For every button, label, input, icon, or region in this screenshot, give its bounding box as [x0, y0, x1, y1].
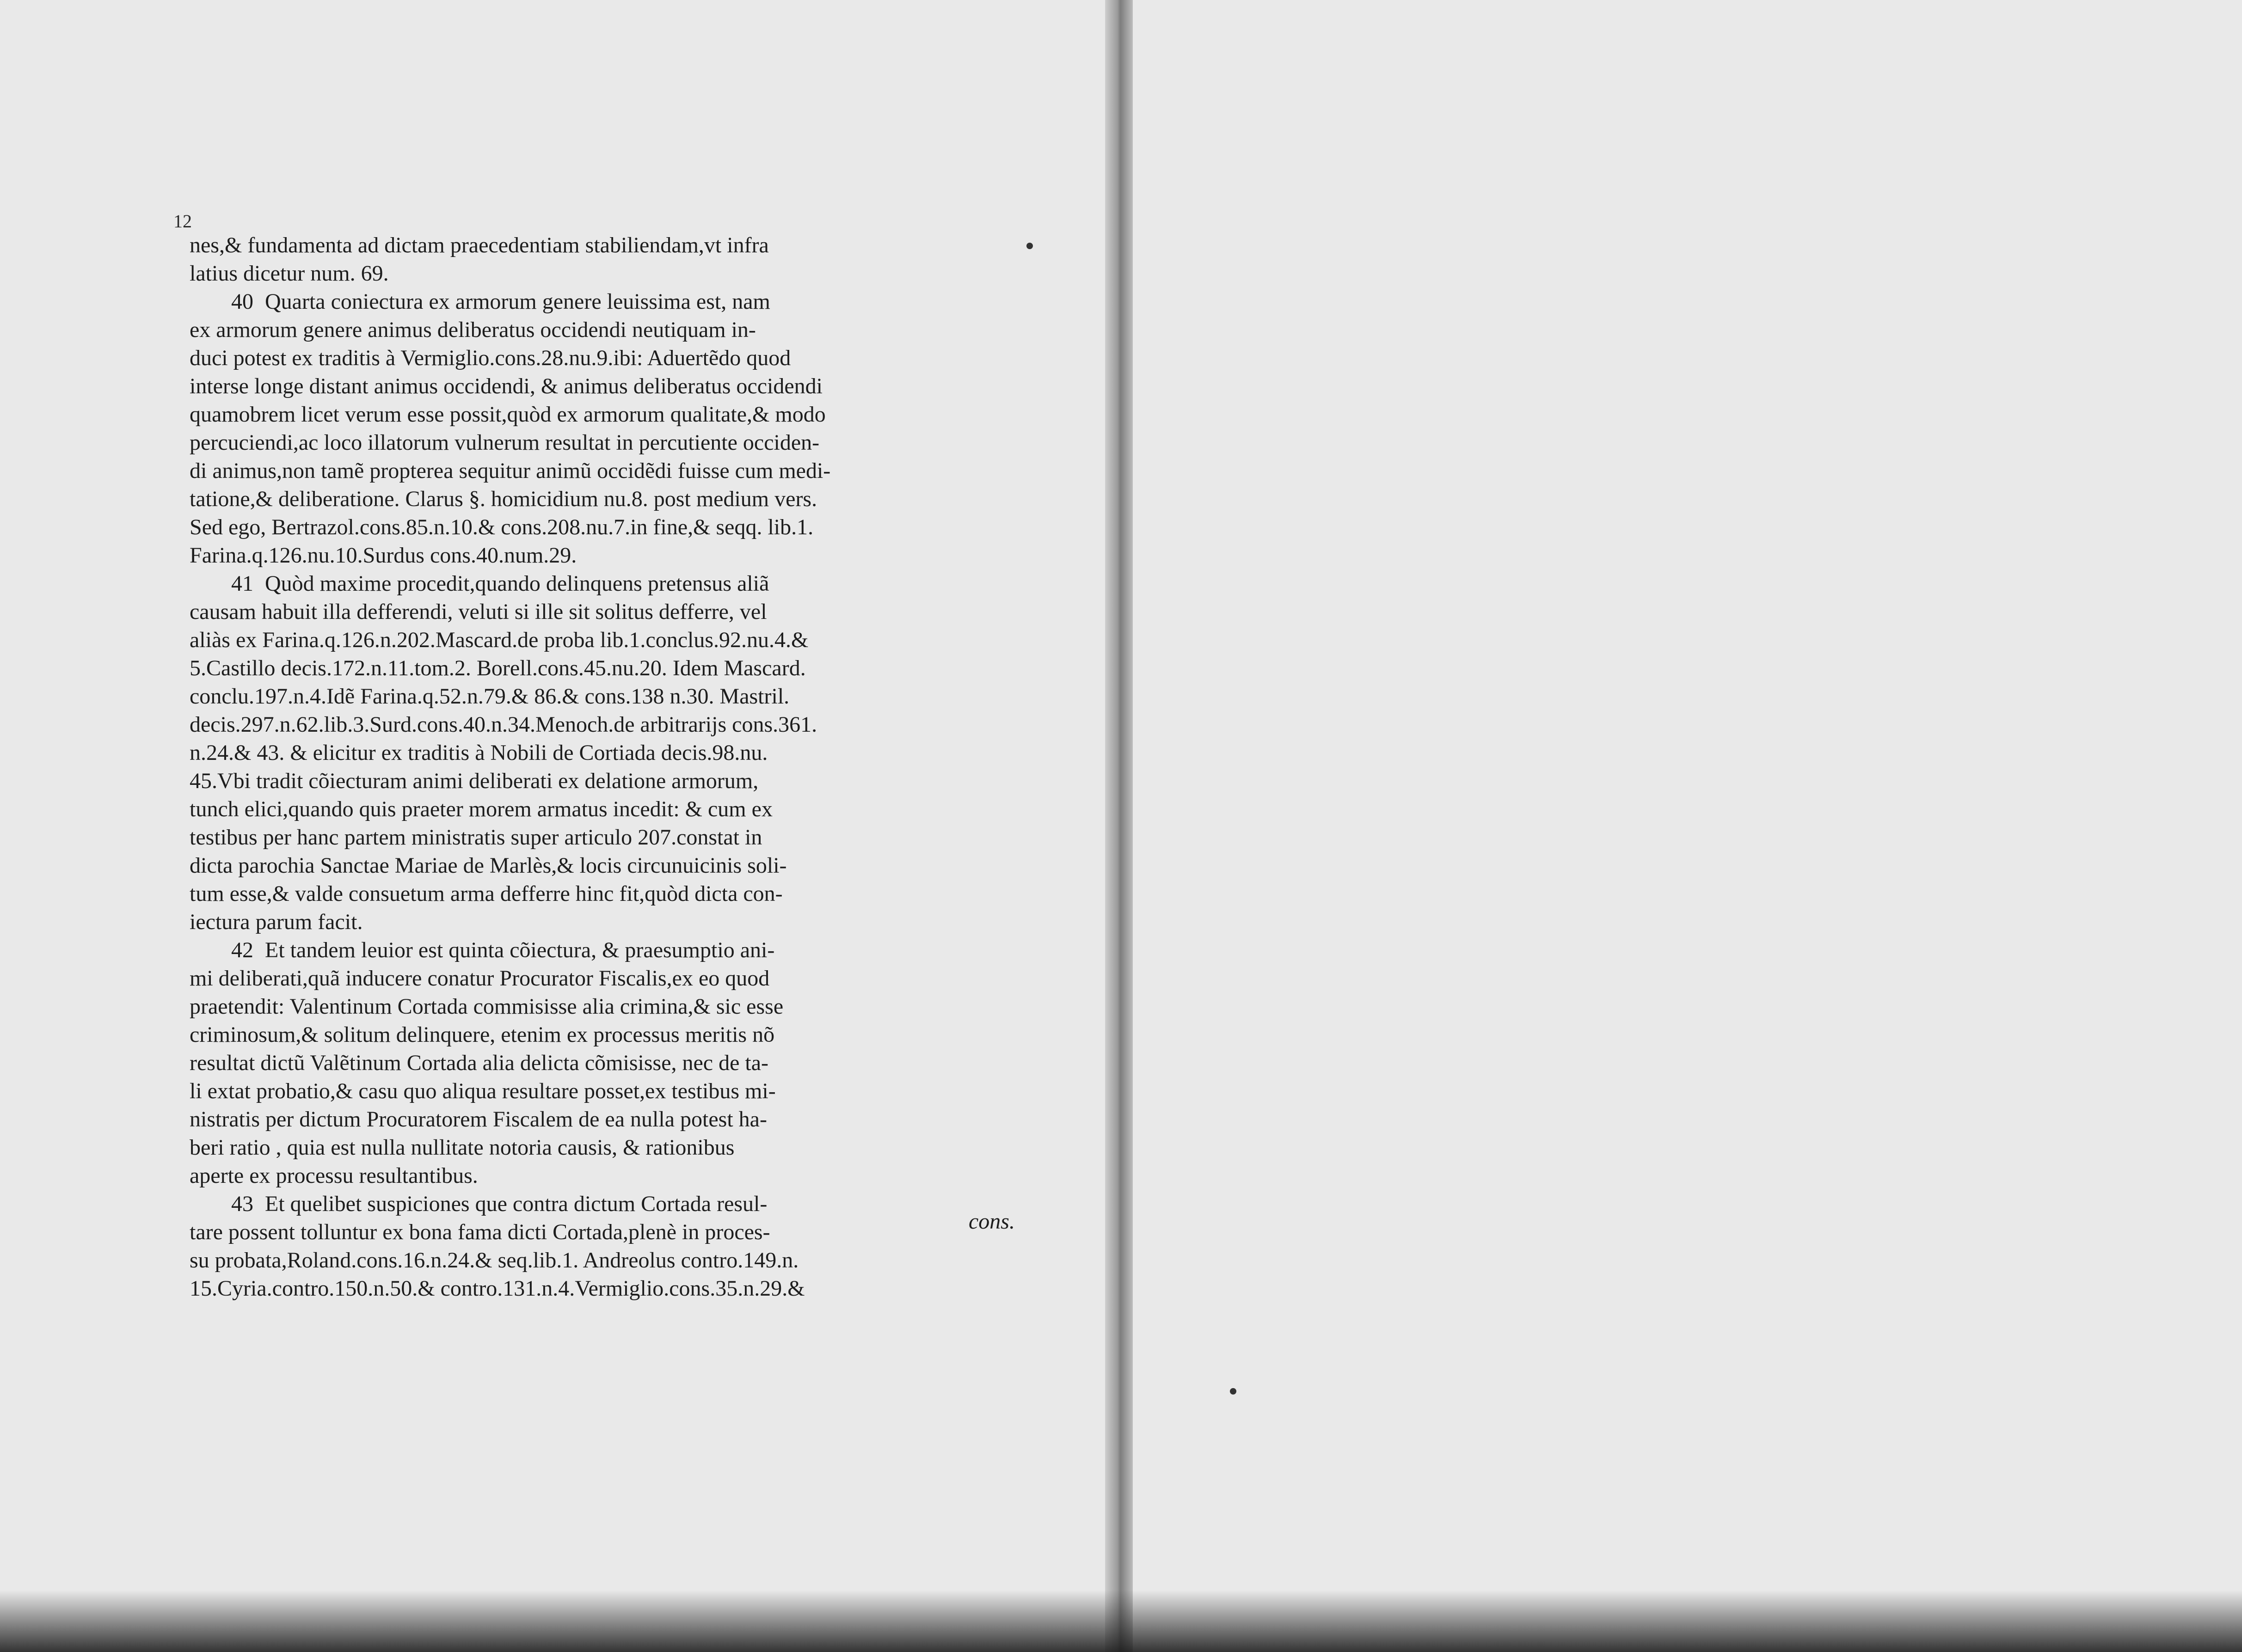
line-text: causam habuit illa defferendi, veluti si ille sit solitus defferre, vel [190, 600, 767, 624]
text-line [190, 682, 1022, 710]
line-text: n.24.& 43. & elicitur ex traditis à Nobili de Cortiada decis.98.nu. [190, 740, 768, 765]
margin-dot [1026, 243, 1033, 249]
text-line [190, 598, 1022, 626]
text-line [190, 400, 1022, 428]
text-line [190, 1049, 1022, 1077]
line-text: quamobrem licet verum esse possit,quòd ex armorum qualitate,& modo [190, 402, 826, 427]
text-line [190, 739, 1022, 767]
text-line [190, 513, 1022, 541]
text-line [190, 1162, 1022, 1190]
line-text: dicta parochia Sanctae Mariae de Marlès,& locis circunuicinis soli- [190, 853, 787, 878]
line-text: tare possent tolluntur ex bona fama dicti Cortada,plenè in proces- [190, 1220, 770, 1244]
line-text: aperte ex processu resultantibus. [190, 1163, 478, 1188]
left-page-number: 12 [173, 211, 192, 232]
text-line [190, 936, 1022, 964]
text-line [190, 344, 1022, 372]
line-text: Et quelibet suspiciones que contra dictum Cortada resul- [265, 1192, 768, 1216]
line-text: conclu.197.n.4.Idẽ Farina.q.52.n.79.& 86.& cons.138 n.30. Mastril. [190, 684, 790, 709]
line-text: testibus per hanc partem ministratis super articulo 207.constat in [190, 825, 762, 850]
line-text: mi deliberati,quã inducere conatur Procurator Fiscalis,ex eo quod [190, 966, 770, 991]
text-line [190, 259, 1022, 288]
paragraph-number: 41 [231, 571, 253, 596]
paragraph-number: 42 [231, 938, 253, 962]
left-catchword: cons. [969, 1209, 1015, 1234]
line-text: Sed ego, Bertrazol.cons.85.n.10.& cons.208.nu.7.in fine,& seqq. lib.1. [190, 515, 814, 539]
text-line [190, 710, 1022, 739]
left-page-body [190, 231, 1022, 1303]
text-line [190, 316, 1022, 344]
line-text: tum esse,& valde consuetum arma defferre hinc fit,quòd dicta con- [190, 881, 783, 906]
text-line [190, 654, 1022, 682]
line-text: duci potest ex traditis à Vermiglio.cons.28.nu.9.ibi: Aduertẽdo quod [190, 346, 791, 370]
line-text: di animus,non tamẽ propterea sequitur animũ occidẽdi fuisse cum medi- [190, 459, 831, 483]
line-text: decis.297.n.62.lib.3.Surd.cons.40.n.34.Menoch.de arbitrarijs cons.361. [190, 712, 817, 737]
line-text: 45.Vbi tradit cõiecturam animi deliberati ex delatione armorum, [190, 769, 759, 793]
text-line [190, 767, 1022, 795]
line-text: nes,& fundamenta ad dictam praecedentiam stabiliendam,vt infra [190, 233, 769, 257]
line-text: percuciendi,ac loco illatorum vulnerum resultat in percutiente occiden- [190, 430, 820, 455]
line-text: Quarta coniectura ex armorum genere leuissima est, nam [265, 289, 770, 314]
line-text: Farina.q.126.nu.10.Surdus cons.40.num.29. [190, 543, 577, 568]
line-text: 15.Cyria.contro.150.n.50.& contro.131.n.4.Vermiglio.cons.35.n.29.& [190, 1276, 805, 1301]
line-text: iectura parum facit. [190, 910, 363, 934]
line-text: tunch elici,quando quis praeter morem armatus incedit: & cum ex [190, 797, 773, 821]
text-line [190, 992, 1022, 1021]
text-line [190, 231, 1022, 259]
right-page [1133, 0, 2242, 1652]
text-line [190, 1218, 1022, 1246]
book-gutter [1105, 0, 1133, 1652]
text-line [190, 1190, 1022, 1218]
text-line [190, 485, 1022, 513]
line-text: ex armorum genere animus deliberatus occidendi neutiquam in- [190, 318, 756, 342]
bottom-shadow [0, 1590, 2242, 1652]
text-line [190, 372, 1022, 400]
text-line [190, 795, 1022, 823]
text-line [190, 908, 1022, 936]
text-line [190, 1133, 1022, 1162]
text-line [190, 1246, 1022, 1274]
line-text: praetendit: Valentinum Cortada commisisse alia crimina,& sic esse [190, 994, 784, 1019]
text-line [190, 964, 1022, 992]
text-line [190, 569, 1022, 598]
line-text: Quòd maxime procedit,quando delinquens pretensus aliã [265, 571, 769, 596]
line-text: tatione,& deliberatione. Clarus §. homicidium nu.8. post medium vers. [190, 487, 817, 511]
line-text: interse longe distant animus occidendi, & animus deliberatus occidendi [190, 374, 823, 398]
line-text: aliàs ex Farina.q.126.n.202.Mascard.de proba lib.1.conclus.92.nu.4.& [190, 628, 809, 652]
paragraph-number: 40 [231, 289, 253, 314]
text-line [190, 1274, 1022, 1303]
left-page [0, 0, 1105, 1652]
text-line [190, 1077, 1022, 1105]
line-text: 5.Castillo decis.172.n.11.tom.2. Borell.cons.45.nu.20. Idem Mascard. [190, 656, 806, 680]
text-line [190, 626, 1022, 654]
line-text: latius dicetur num. 69. [190, 261, 389, 286]
text-line [190, 1021, 1022, 1049]
margin-dot [1230, 1388, 1236, 1395]
line-text: beri ratio , quia est nulla nullitate notoria causis, & rationibus [190, 1135, 735, 1160]
paragraph-number: 43 [231, 1192, 253, 1216]
line-text: su probata,Roland.cons.16.n.24.& seq.lib.1. Andreolus contro.149.n. [190, 1248, 799, 1273]
line-text: Et tandem leuior est quinta cõiectura, & praesumptio ani- [265, 938, 775, 962]
text-line [190, 823, 1022, 851]
line-text: nistratis per dictum Procuratorem Fiscalem de ea nulla potest ha- [190, 1107, 767, 1132]
text-line [190, 428, 1022, 457]
text-line [190, 851, 1022, 880]
line-text: criminosum,& solitum delinquere, etenim ex processus meritis nõ [190, 1022, 775, 1047]
text-line [190, 288, 1022, 316]
line-text: resultat dictũ Valẽtinum Cortada alia delicta cõmisisse, nec de ta- [190, 1051, 769, 1075]
text-line [190, 541, 1022, 569]
line-text: li extat probatio,& casu quo aliqua resultare posset,ex testibus mi- [190, 1079, 776, 1103]
text-line [190, 1105, 1022, 1133]
text-line [190, 457, 1022, 485]
text-line [190, 880, 1022, 908]
